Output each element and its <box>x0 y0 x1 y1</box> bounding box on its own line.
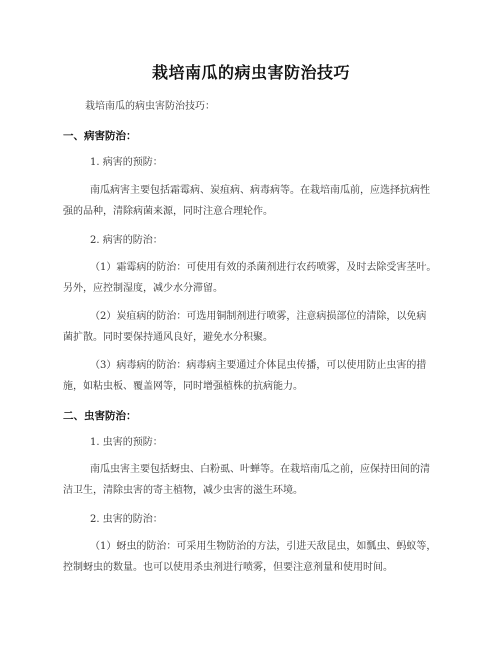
section1-p1-line2: 强的品种，清除病菌来源，同时注意合理轮作。 <box>63 206 273 217</box>
intro-text: 栽培南瓜的病虫害防治技巧： <box>85 101 215 112</box>
section1-heading: 一、病害防治： <box>63 130 137 142</box>
section2-sub1: 1. 虫害的预防： <box>90 437 163 448</box>
section1-sub1: 1. 病害的预防： <box>90 157 163 168</box>
section1-p2-line1: （1）霜霉病的防治：可使用有效的杀菌剂进行农药喷雾，及时去除受害茎叶。 <box>90 262 437 273</box>
document-title: 栽培南瓜的病虫害防治技巧 <box>151 63 350 82</box>
section1-p4-line1: （3）病毒病的防治：病毒病主要通过介体昆虫传播，可以使用防止虫害的措 <box>90 360 427 371</box>
section2-p1-line1: 南瓜虫害主要包括蚜虫、白粉虱、叶蝉等。在栽培南瓜之前，应保持田间的清 <box>90 464 430 475</box>
section2-p2-line2: 控制蚜虫的数量。也可以使用杀虫剂进行喷雾，但要注意剂量和使用时间。 <box>63 562 393 573</box>
section1-p3-line1: （2）炭疽病的防治：可选用铜制剂进行喷雾，注意病损部位的清除，以免病 <box>90 311 427 322</box>
section2-p1-line2: 洁卫生，清除虫害的寄主植物，减少虫害的滋生环境。 <box>63 485 303 496</box>
section1-p3-line2: 菌扩散。同时要保持通风良好，避免水分积聚。 <box>63 332 273 343</box>
section2-heading: 二、虫害防治： <box>63 410 137 422</box>
section2-p2-line1: （1）蚜虫的防治：可采用生物防治的方法，引进天敌昆虫，如瓢虫、蚂蚁等， <box>90 541 437 552</box>
section1-p1-line1: 南瓜病害主要包括霜霉病、炭疽病、病毒病等。在栽培南瓜前，应选择抗病性 <box>90 185 430 196</box>
section1-sub2: 2. 病害的防治： <box>90 235 163 246</box>
section2-sub2: 2. 虫害的防治： <box>90 514 163 525</box>
section1-p4-line2: 施，如粘虫板、覆盖网等，同时增强植株的抗病能力。 <box>63 381 303 392</box>
section1-p2-line2: 另外，应控制湿度，减少水分滞留。 <box>63 283 223 294</box>
